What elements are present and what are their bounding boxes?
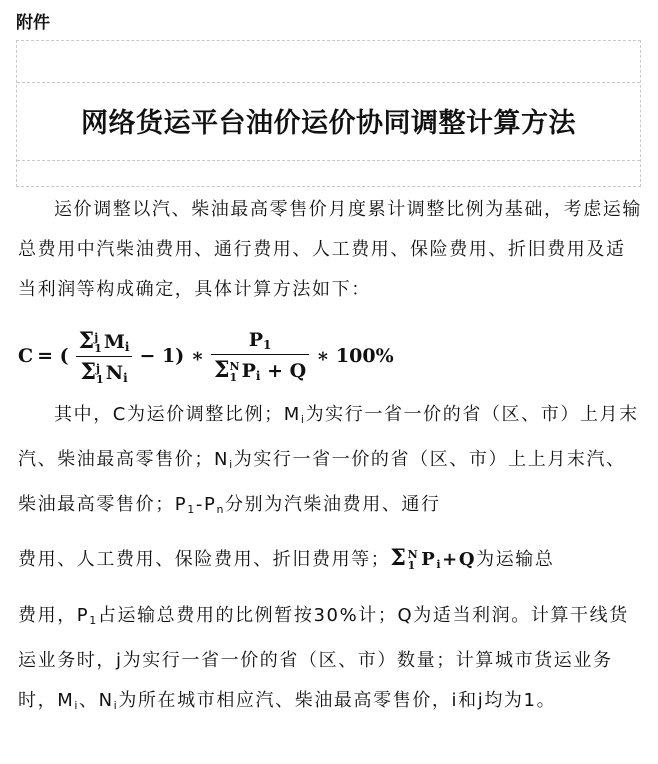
inline-sum-formula: Σ N 1 Pi+Q [390, 545, 477, 572]
denominator-n: N [105, 361, 124, 384]
title-frame-rule-top [17, 82, 640, 83]
sum-limits: j 1 [96, 361, 104, 386]
formula-equals: = ( [37, 345, 69, 367]
sum-symbol: Σ [213, 357, 230, 383]
attachment-label: 附件 [16, 13, 50, 33]
document-title: 网络货运平台油价运价协同调整计算方法 [81, 108, 576, 139]
formula-minus-one: − 1) ∗ [139, 345, 204, 367]
explanation-paragraph-3: 费用，P1占运输总费用的比例暂按30%计；Q为适当利润。计算干线货运业务时，j为实行一省一价的省（区、市）数量；计算城市货运业务时，Mi、Ni为所在城市相应汽、柴油最高零售价，i和j均为1。 [18, 605, 629, 712]
explanation-paragraph-2: 费用、人工费用、保险费用、折旧费用等；Σ N 1 Pi+Q为运输总 [18, 545, 555, 572]
fraction-p1-over-sum: $P_1$ Σ N 1 $P_i + Q$ [211, 329, 309, 383]
fraction-bar [76, 356, 133, 357]
intro-paragraph: 运价调整以汽、柴油最高零售价月度累计调整比例为基础，考虑运输总费用中汽柴油费用、通行费用、人工费用、保险费用、折旧费用及适当利润等构成确定，具体计算方法如下： [18, 199, 642, 300]
fraction-m-over-n: Σ j 1 $M_i$ Σ j 1 $N_i$ [76, 328, 133, 385]
formula-lhs: C [18, 345, 34, 367]
title-frame [16, 40, 641, 187]
sum-limits: N 1 [229, 360, 240, 384]
explanation-paragraph-1: 其中，C为运价调整比例；Mi为实行一省一价的省（区、市）上月末汽、柴油最高零售价；Ni为实行一省一价的省（区、市）上上月末汽、柴油最高零售价；P1-Pn分别为汽柴油费用、通行 [18, 404, 639, 516]
sum-limits: j 1 [94, 330, 102, 355]
fraction-bar [211, 354, 309, 355]
sum-symbol: Σ [78, 327, 95, 354]
title-frame-rule-bottom [17, 160, 640, 161]
formula [18, 322, 478, 390]
sum-symbol: Σ [80, 358, 97, 385]
numerator-m: M [103, 330, 125, 353]
formula-tail: ∗ 100% [316, 345, 394, 367]
